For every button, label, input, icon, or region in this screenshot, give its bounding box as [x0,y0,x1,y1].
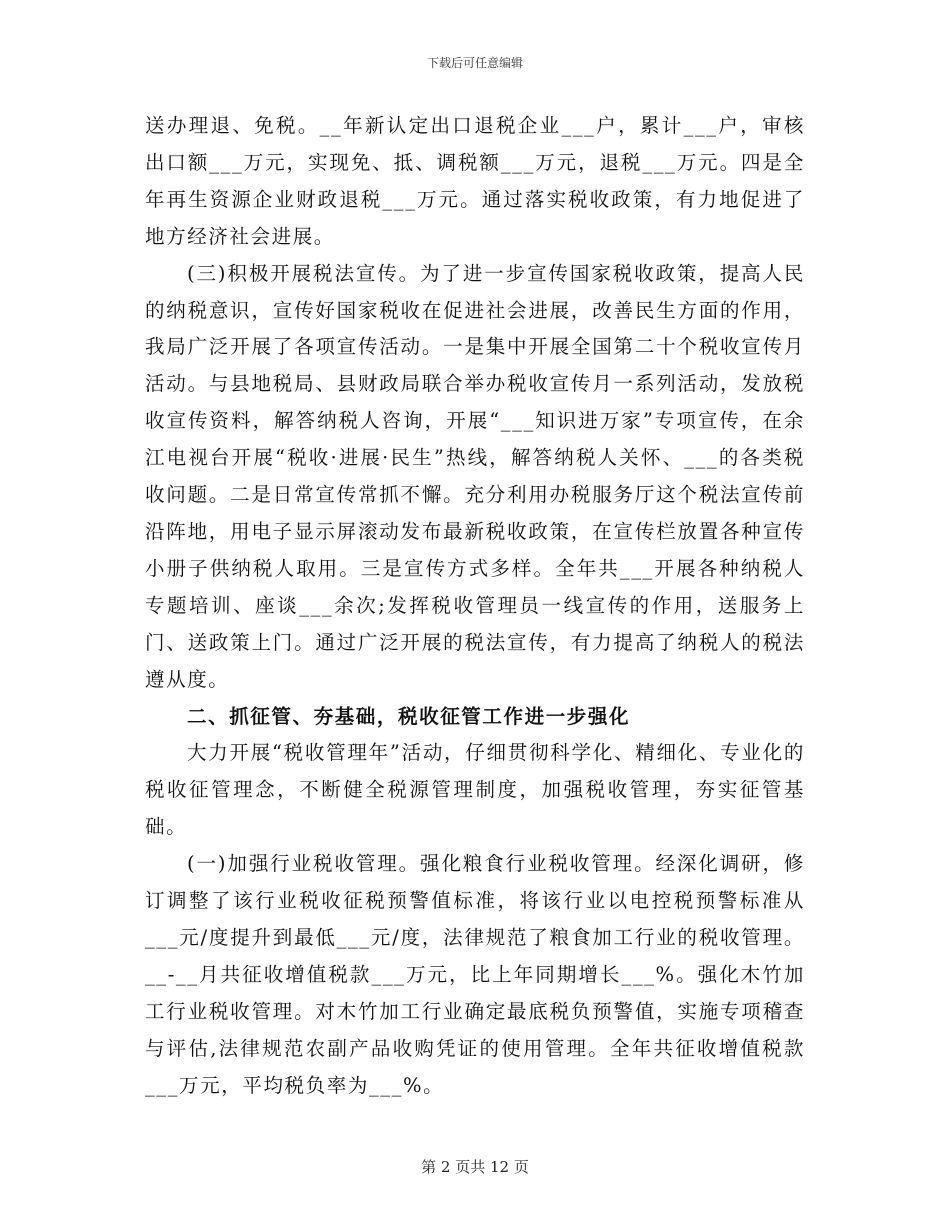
paragraph-tax-law-publicity: (三)积极开展税法宣传。为了进一步宣传国家税收政策，提高人民的纳税意识，宣传好国家税收在促进社会进展，改善民生方面的作用，我局广泛开展了各项宣传活动。一是集中开展全国第二十个税收宣传月活动。与县地税局、县财政局联合举办税收宣传月一系列活动，发放税收宣传资料，解答纳税人咨询，开展“___知识进万家”专项宣传，在余江电视台开展“税收·进展·民生”热线，解答纳税人关怀、___的各类税收问题。二是日常宣传常抓不懈。充分利用办税服务厅这个税法宣传前沿阵地，用电子显示屏滚动发布最新税收政策，在宣传栏放置各种宣传小册子供纳税人取用。三是宣传方式多样。全年共___开展各种纳税人专题培训、座谈___余次;发挥税收管理员一线宣传的作用，送服务上门、送政策上门。通过广泛开展的税法宣传，有力提高了纳税人的税法遵从度。 [145,261,805,691]
page-footer: 第 2 页共 12 页 [421,1158,529,1176]
page-header: 下载后可任意编辑 [426,56,523,70]
paragraph-tax-management-year: 大力开展“税收管理年”活动，仔细贯彻科学化、精细化、专业化的税收征管理念，不断健全税源管理制度，加强税收管理，夯实征管基础。 [145,741,805,839]
document-body [145,108,805,1104]
paragraph-export-rebate: 送办理退、免税。__年新认定出口退税企业___户，累计___户，审核出口额___万元，实现免、抵、调税额___万元，退税___万元。四是全年再生资源企业财政退税___万元。通过落实税收政策，有力地促进了地方经济社会进展。 [145,114,805,248]
section-heading: 二、抓征管、夯基础，税收征管工作进一步强化 [187,704,631,728]
paragraph-industry-tax-management: (一)加强行业税收管理。强化粮食行业税收管理。经深化调研，修订调整了该行业税收征税预警值标准，将该行业以电控税预警标准从___元/度提升到最低___元/度，法律规范了粮食加工行业的税收管理。__-__月共征收增值税款___万元，比上年同期增长___%。强化木竹加工行业税收管理。对木竹加工行业确定最底税负预警值，实施专项稽查与评估,法律规范农副产品收购凭证的使用管理。全年共征收增值税款___万元，平均税负率为___%。 [145,852,805,1097]
